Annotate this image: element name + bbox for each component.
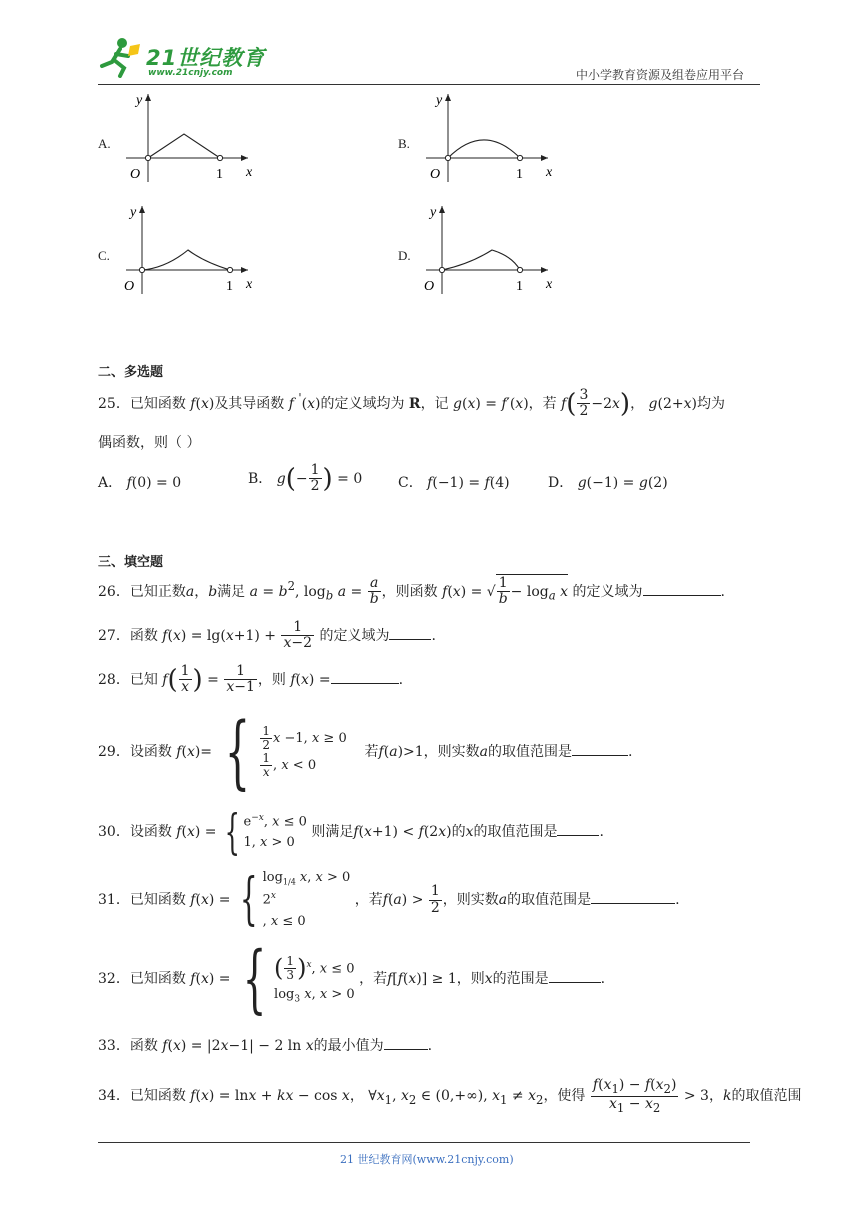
- x-axis-arrow: [241, 155, 248, 161]
- logo-text: 21世纪教育: [146, 46, 266, 70]
- origin-point: [139, 267, 144, 272]
- graph-option-b[interactable]: [418, 86, 568, 186]
- graph-option-label[interactable]: C.: [98, 248, 110, 263]
- x-axis-label: x: [546, 277, 553, 292]
- logo-icon: [94, 36, 144, 78]
- question-26: 26．已知正数a，b满足 $a = b^2$, $\log_b a$ = $\frac{a}{b}$ ，则函数 f(x) = √ $\frac{1}{b}$ − $\log_a x$ 的定义域为 .: [98, 575, 725, 608]
- graph-option-a[interactable]: [118, 86, 268, 186]
- logo-url: www.21cnjy.com: [148, 68, 233, 78]
- question-34: 34．已知函数 f(x) = lnx + kx − cos x， $\forall x_1$, $x_2$ ∈ (0,+∞), $x_1 \ne x_2$，使得 $\frac{f(x_1) - f(x_2)}{x_1 - x_2}$ > 3，k的取值范围: [98, 1077, 802, 1115]
- graph-curve: [142, 250, 230, 270]
- tick-one-label: 1: [216, 167, 223, 182]
- x-axis-label: x: [246, 165, 253, 180]
- section-fill: 三、填空题: [98, 555, 164, 570]
- graph-curve: [442, 250, 520, 270]
- origin-label: O: [124, 279, 135, 294]
- x-axis-arrow: [541, 155, 548, 161]
- q25-option-d[interactable]: D． g(−1) = g(2): [548, 475, 668, 491]
- origin-point: [439, 267, 444, 272]
- q25-option-a[interactable]: A． f(0) = 0: [98, 475, 182, 491]
- answer-blank[interactable]: [389, 627, 431, 640]
- graph-option-label[interactable]: D.: [398, 248, 411, 263]
- graph-curve: [448, 140, 520, 158]
- endpoint-one: [217, 155, 222, 160]
- header: [90, 34, 770, 86]
- origin-label: O: [430, 167, 441, 182]
- endpoint-one: [227, 267, 232, 272]
- graph-curve: [148, 134, 220, 158]
- tick-one-label: 1: [226, 279, 233, 294]
- y-axis-arrow: [139, 206, 145, 213]
- section-multi: 二、多选题: [98, 365, 164, 380]
- answer-blank[interactable]: [643, 583, 721, 596]
- origin-point: [445, 155, 450, 160]
- platform-name: 中小学教育资源及组卷应用平台: [576, 68, 745, 82]
- y-axis-arrow: [445, 94, 451, 101]
- question-32: 32．已知函数 f(x) = { ( $\frac{1}{3}$ )$^x$, x ≤ 0 $\log_3 x$, x > 0 ，若f[f(x)] ≥ 1，则x的范围是 .: [98, 936, 606, 1022]
- y-axis-label: y: [130, 205, 137, 220]
- footer-divider: [98, 1142, 750, 1143]
- endpoint-one: [517, 267, 522, 272]
- answer-blank[interactable]: [572, 743, 628, 756]
- y-axis-arrow: [145, 94, 151, 101]
- question-33: 33．函数 f(x) = |2x−1| − 2 ln x的最小值为 .: [98, 1038, 433, 1054]
- q25-option-b[interactable]: B． g(− $\frac{1}{2}$ ) = 0: [248, 462, 363, 495]
- answer-blank[interactable]: [557, 823, 599, 836]
- x-axis-label: x: [546, 165, 553, 180]
- y-axis-label: y: [136, 93, 143, 108]
- answer-blank[interactable]: [549, 970, 601, 983]
- answer-blank[interactable]: [331, 671, 399, 684]
- origin-point: [145, 155, 150, 160]
- graph-option-label[interactable]: B.: [398, 136, 410, 151]
- graph-option-c[interactable]: [118, 198, 268, 298]
- question-29: 29．设函数 f(x)= { $\frac{1}{2}$ x −1, x ≥ 0 $\frac{1}{x}$ , x < 0 若f(a)>1，则实数a的取值范围是 .: [98, 705, 633, 798]
- origin-label: O: [130, 167, 141, 182]
- answer-blank[interactable]: [591, 891, 675, 904]
- tick-one-label: 1: [516, 167, 523, 182]
- question-27: 27．函数 f(x) = lg(x+1) + $\frac{1}{x-2}$ 的定义域为 .: [98, 619, 436, 652]
- origin-label: O: [424, 279, 435, 294]
- y-axis-label: y: [436, 93, 443, 108]
- q25-option-c[interactable]: C． f(−1) = f(4): [398, 475, 510, 491]
- graph-option-d[interactable]: [418, 198, 568, 298]
- question-28: 28．已知 f( $\frac{1}{x}$ ) = $\frac{1}{x-1}$ ，则 f(x) = .: [98, 663, 404, 696]
- footer-text: 21 世纪教育网(www.21cnjy.com): [340, 1153, 514, 1166]
- tick-one-label: 1: [516, 279, 523, 294]
- question-25: 25．已知函数 f(x)及其导函数 f '(x)的定义域均为 R，记 g(x) = f′(x)，若 f( $\frac{3}{2}$ −2x)， g(2+x)均为: [98, 387, 725, 420]
- graph-option-label[interactable]: A.: [98, 136, 111, 151]
- x-axis-arrow: [541, 267, 548, 273]
- endpoint-one: [517, 155, 522, 160]
- x-axis-label: x: [246, 277, 253, 292]
- question-30: 30．设函数 f(x) = { $e^{-x}$, x ≤ 0 1, x > 0 则满足f(x+1) < f(2x)的x的取值范围是 .: [98, 804, 604, 860]
- y-axis-label: y: [430, 205, 437, 220]
- question-31: 31．已知函数 f(x) = { $\log_{1/4} x$, x > 0 2$^x$ , x ≤ 0 ，若f(a) > $\frac{1}{2}$ ，则实数a的取值范围是 .: [98, 867, 680, 933]
- answer-blank[interactable]: [384, 1037, 428, 1050]
- y-axis-arrow: [439, 206, 445, 213]
- x-axis-arrow: [241, 267, 248, 273]
- header-divider: [98, 84, 760, 85]
- question-25-line2: 偶函数，则（ ）: [98, 435, 201, 451]
